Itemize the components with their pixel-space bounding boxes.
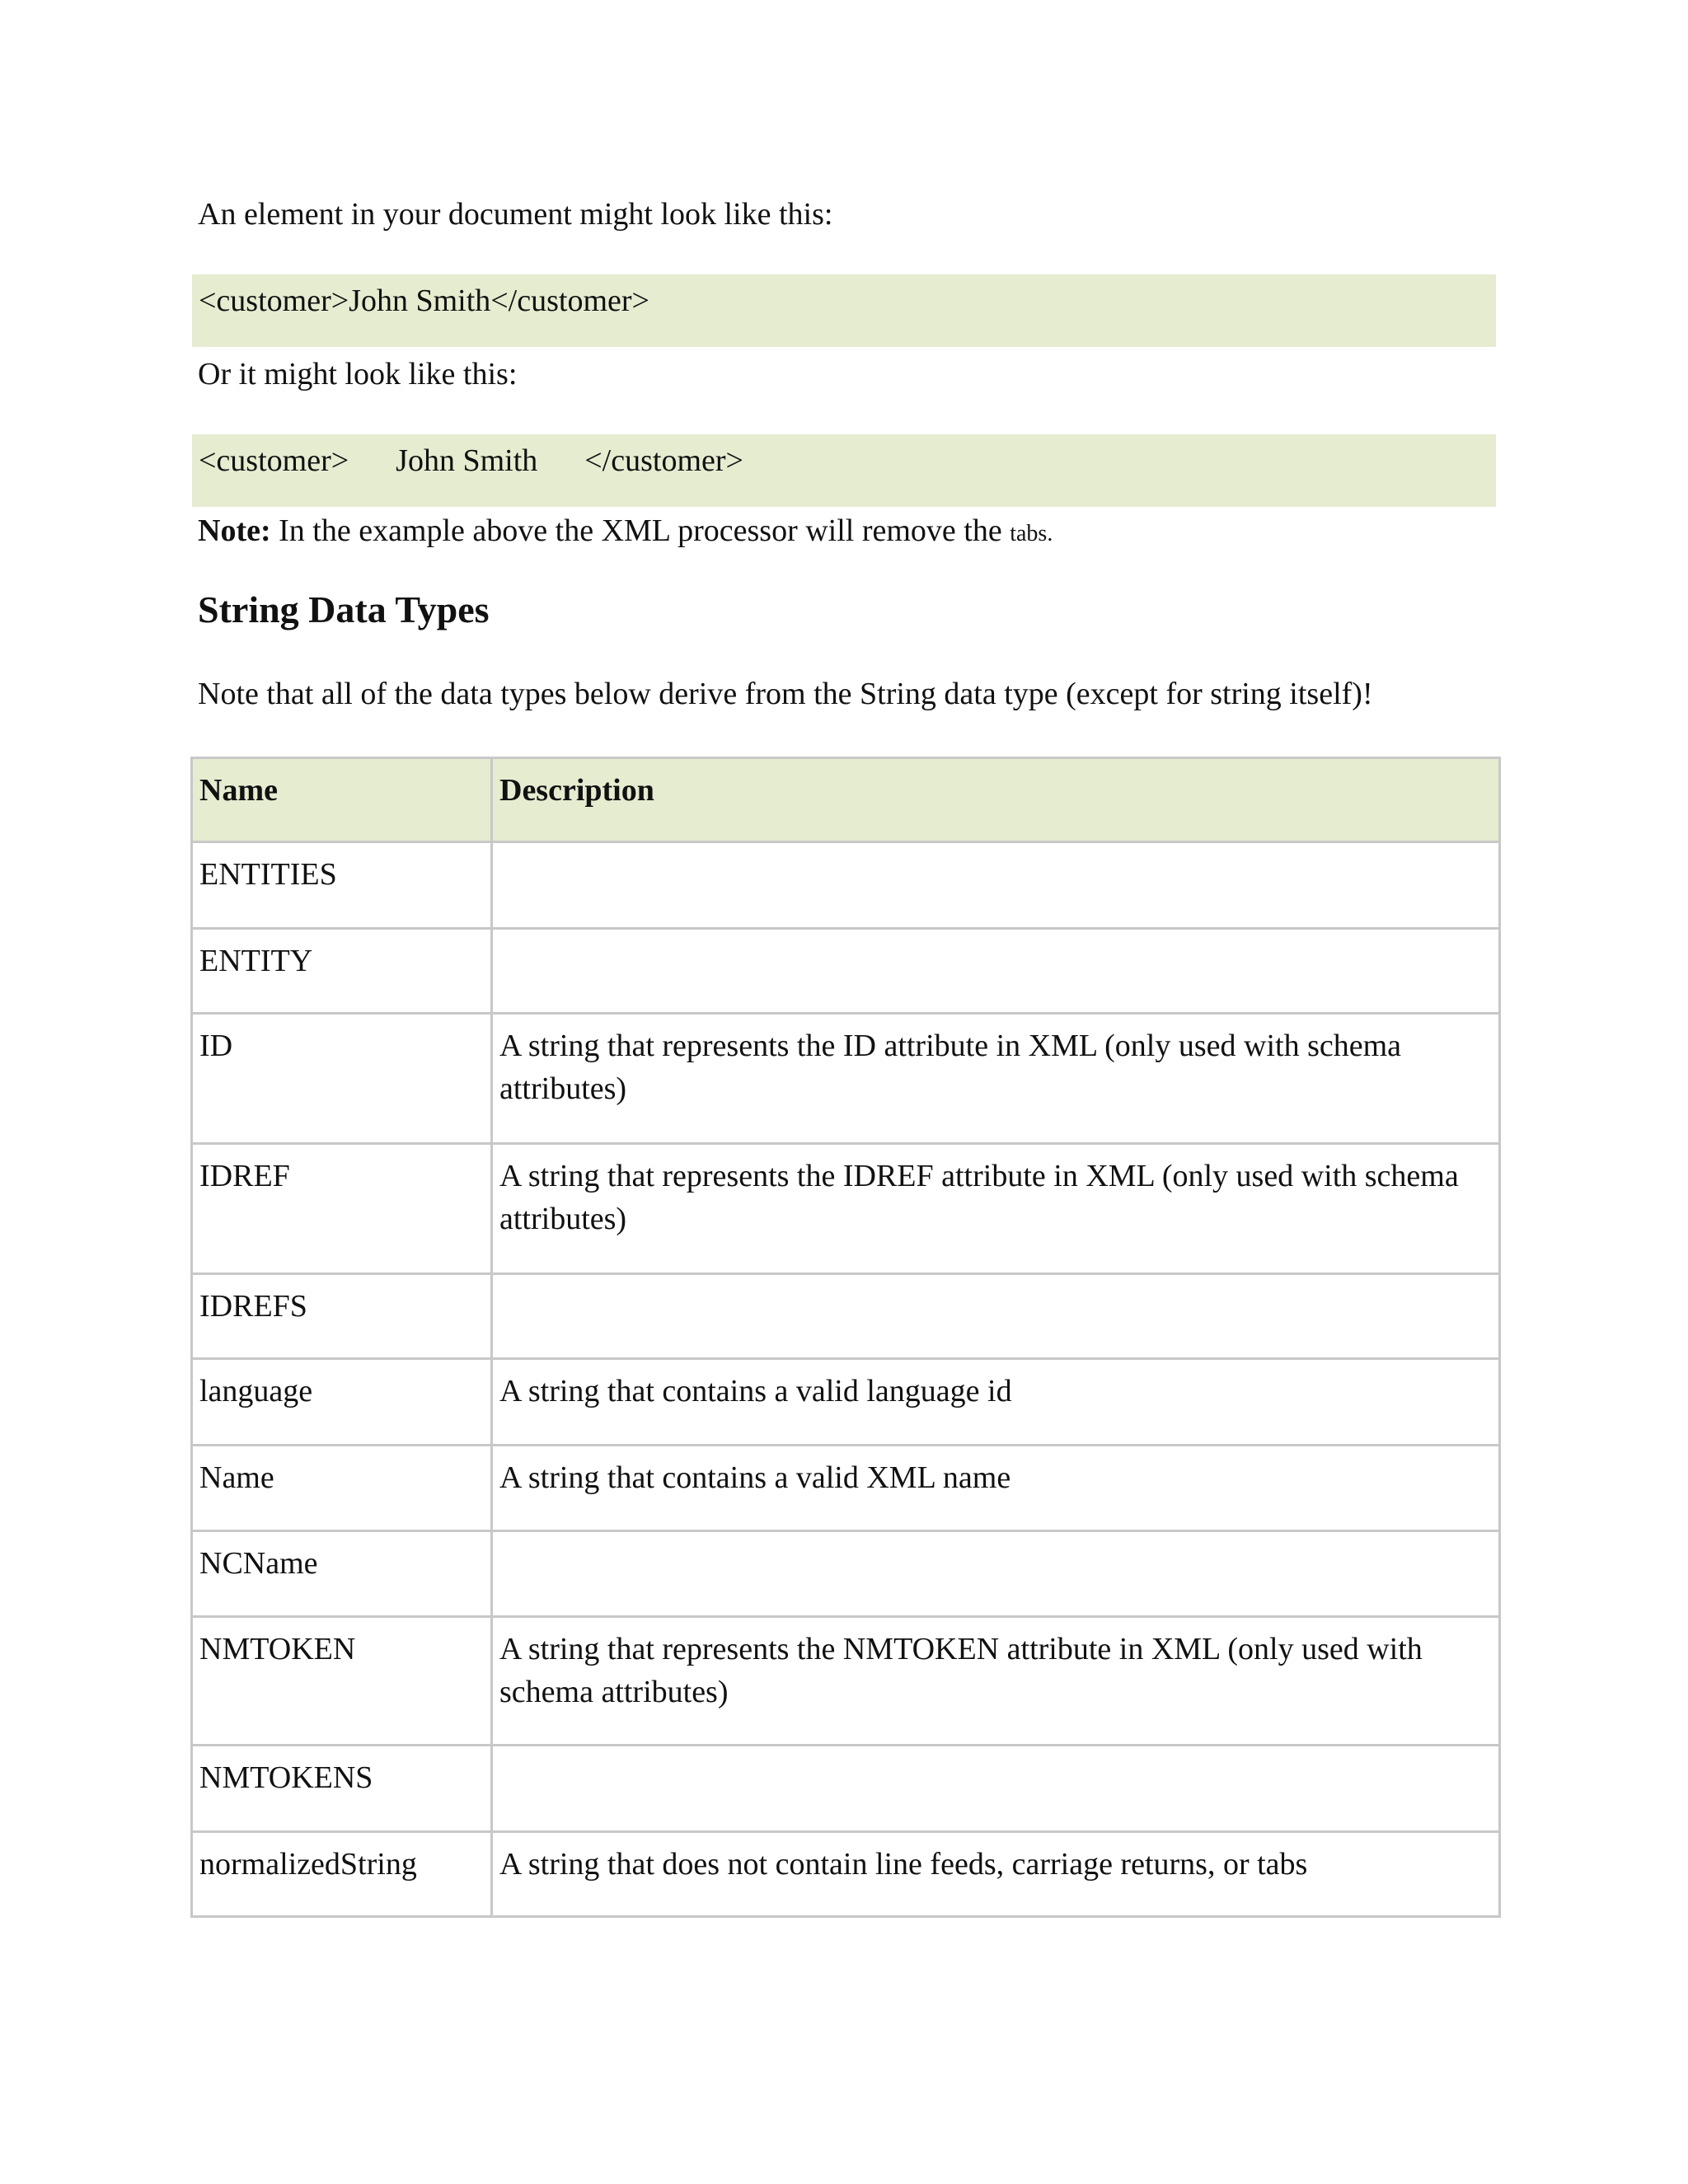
table-row [192, 1832, 1500, 1917]
code-example-1 [192, 274, 1496, 347]
cell-name: NCName [192, 1531, 492, 1617]
table-row [192, 1531, 1500, 1617]
note-paragraph [198, 511, 1053, 554]
code-example-1-text: <customer>John Smith</customer> [199, 284, 649, 318]
cell-description: A string that contains a valid XML name [492, 1446, 1500, 1531]
table-header-row [192, 758, 1500, 842]
header-name: Name [192, 758, 492, 842]
cell-name: ENTITIES [192, 842, 492, 929]
code-example-2 [192, 434, 1496, 507]
note-label: Note: [198, 513, 271, 548]
note-text: In the example above the XML processor will remove the [270, 513, 1010, 548]
cell-name: NMTOKEN [192, 1617, 492, 1746]
cell-name: IDREFS [192, 1274, 492, 1359]
intro-text: An element in your document might look like this: [198, 197, 833, 232]
cell-description: A string that represents the IDREF attribute in XML (only used with schema attributes) [492, 1144, 1500, 1274]
cell-description: A string that contains a valid language id [492, 1359, 1500, 1446]
table-row [192, 1014, 1500, 1144]
code-example-2-text: <customer> John Smith </customer> [199, 443, 743, 478]
cell-name: Name [192, 1446, 492, 1531]
cell-name: ID [192, 1014, 492, 1144]
table-row [192, 929, 1500, 1014]
table-row [192, 842, 1500, 929]
cell-description [492, 1531, 1500, 1617]
table-row [192, 1446, 1500, 1531]
data-types-table [190, 757, 1501, 1918]
cell-description [492, 929, 1500, 1014]
cell-name: normalizedString [192, 1832, 492, 1917]
header-description: Description [492, 758, 1500, 842]
table-row [192, 1144, 1500, 1274]
cell-name: IDREF [192, 1144, 492, 1274]
intro-text-2: Or it might look like this: [198, 357, 518, 391]
cell-description: A string that represents the NMTOKEN attribute in XML (only used with schema attributes) [492, 1617, 1500, 1746]
cell-name: NMTOKENS [192, 1746, 492, 1832]
cell-description: A string that does not contain line feeds, carriage returns, or tabs [492, 1832, 1500, 1917]
cell-name: language [192, 1359, 492, 1446]
cell-description [492, 1274, 1500, 1359]
table-row [192, 1617, 1500, 1746]
table-row [192, 1274, 1500, 1359]
cell-description [492, 1746, 1500, 1832]
section-heading: String Data Types [198, 588, 490, 630]
cell-name: ENTITY [192, 929, 492, 1014]
table-row [192, 1359, 1500, 1446]
cell-description: A string that represents the ID attribute in XML (only used with schema attributes) [492, 1014, 1500, 1144]
table-row [192, 1746, 1500, 1832]
cell-description [492, 842, 1500, 929]
note-small-text: tabs. [1010, 521, 1053, 546]
section-subtext: Note that all of the data types below derive from the String data type (except for string itself)! [198, 677, 1373, 711]
